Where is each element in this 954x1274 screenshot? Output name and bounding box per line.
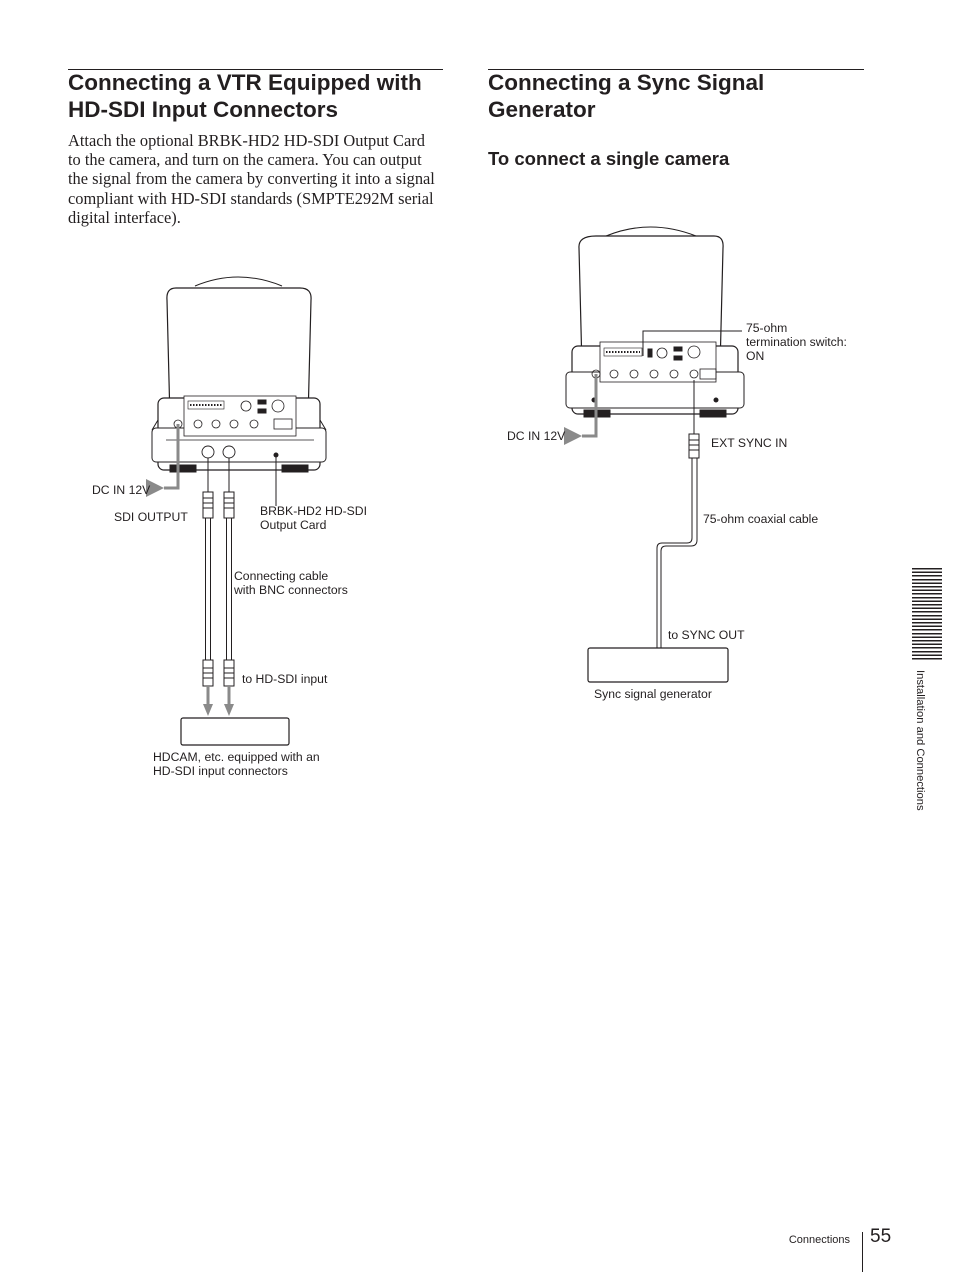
body-line: digital interface). xyxy=(68,207,181,227)
device-label-line1: HDCAM, etc. equipped with an xyxy=(153,750,320,764)
section-tab-label: Installation and Connections xyxy=(914,670,926,811)
sync-generator-label: Sync signal generator xyxy=(594,687,712,701)
coaxial-cable-label: 75-ohm coaxial cable xyxy=(703,512,819,526)
footer-divider xyxy=(862,1232,863,1272)
body-line: compliant with HD-SDI standards (SMPTE292M serial xyxy=(68,188,434,208)
to-hd-sdi-input-label: to HD-SDI input xyxy=(242,672,328,686)
card-label-line1: BRBK-HD2 HD-SDI xyxy=(260,504,367,518)
sdi-output-label: SDI OUTPUT xyxy=(114,510,188,524)
footer-section-label: Connections xyxy=(788,1234,850,1246)
connecting-cable-label xyxy=(234,569,348,597)
right-title-line2: Generator xyxy=(488,97,596,122)
coaxial-cable xyxy=(657,380,699,648)
section-thumb-tab xyxy=(912,568,942,660)
cable-label-line1: Connecting cable xyxy=(234,569,329,583)
output-card-label xyxy=(260,504,367,532)
hdcam-device-box xyxy=(181,718,289,745)
body-line: to the camera, and turn on the camera. You can output xyxy=(68,150,422,170)
termination-switch-label xyxy=(746,321,847,363)
page-number: 55 xyxy=(870,1226,892,1247)
hdcam-device-label xyxy=(153,750,320,778)
cable-label-line2: with BNC connectors xyxy=(234,583,348,597)
left-dc-in-label: DC IN 12V xyxy=(92,483,151,497)
right-title-line1: Connecting a Sync Signal xyxy=(488,70,765,95)
termination-line1: 75-ohm xyxy=(746,321,788,335)
body-line: Attach the optional BRBK-HD2 HD-SDI Output Card xyxy=(68,131,425,150)
right-subtitle: To connect a single camera xyxy=(488,148,730,169)
left-title-line2: HD-SDI Input Connectors xyxy=(68,97,338,122)
right-dc-in-label: DC IN 12V xyxy=(507,429,566,443)
card-label-line2: Output Card xyxy=(260,518,327,532)
termination-line2: termination switch: xyxy=(746,335,847,349)
sync-generator-box xyxy=(588,648,728,682)
termination-line3: ON xyxy=(746,349,765,363)
device-label-line2: HD-SDI input connectors xyxy=(153,764,288,778)
to-sync-out-label: to SYNC OUT xyxy=(668,628,745,642)
right-camera-illustration xyxy=(566,227,744,417)
ext-sync-in-label: EXT SYNC IN xyxy=(711,436,788,450)
body-line: the signal from the camera by converting it into a signal xyxy=(68,169,435,189)
left-title-line1: Connecting a VTR Equipped with xyxy=(68,70,422,95)
bnc-cables xyxy=(203,458,234,686)
